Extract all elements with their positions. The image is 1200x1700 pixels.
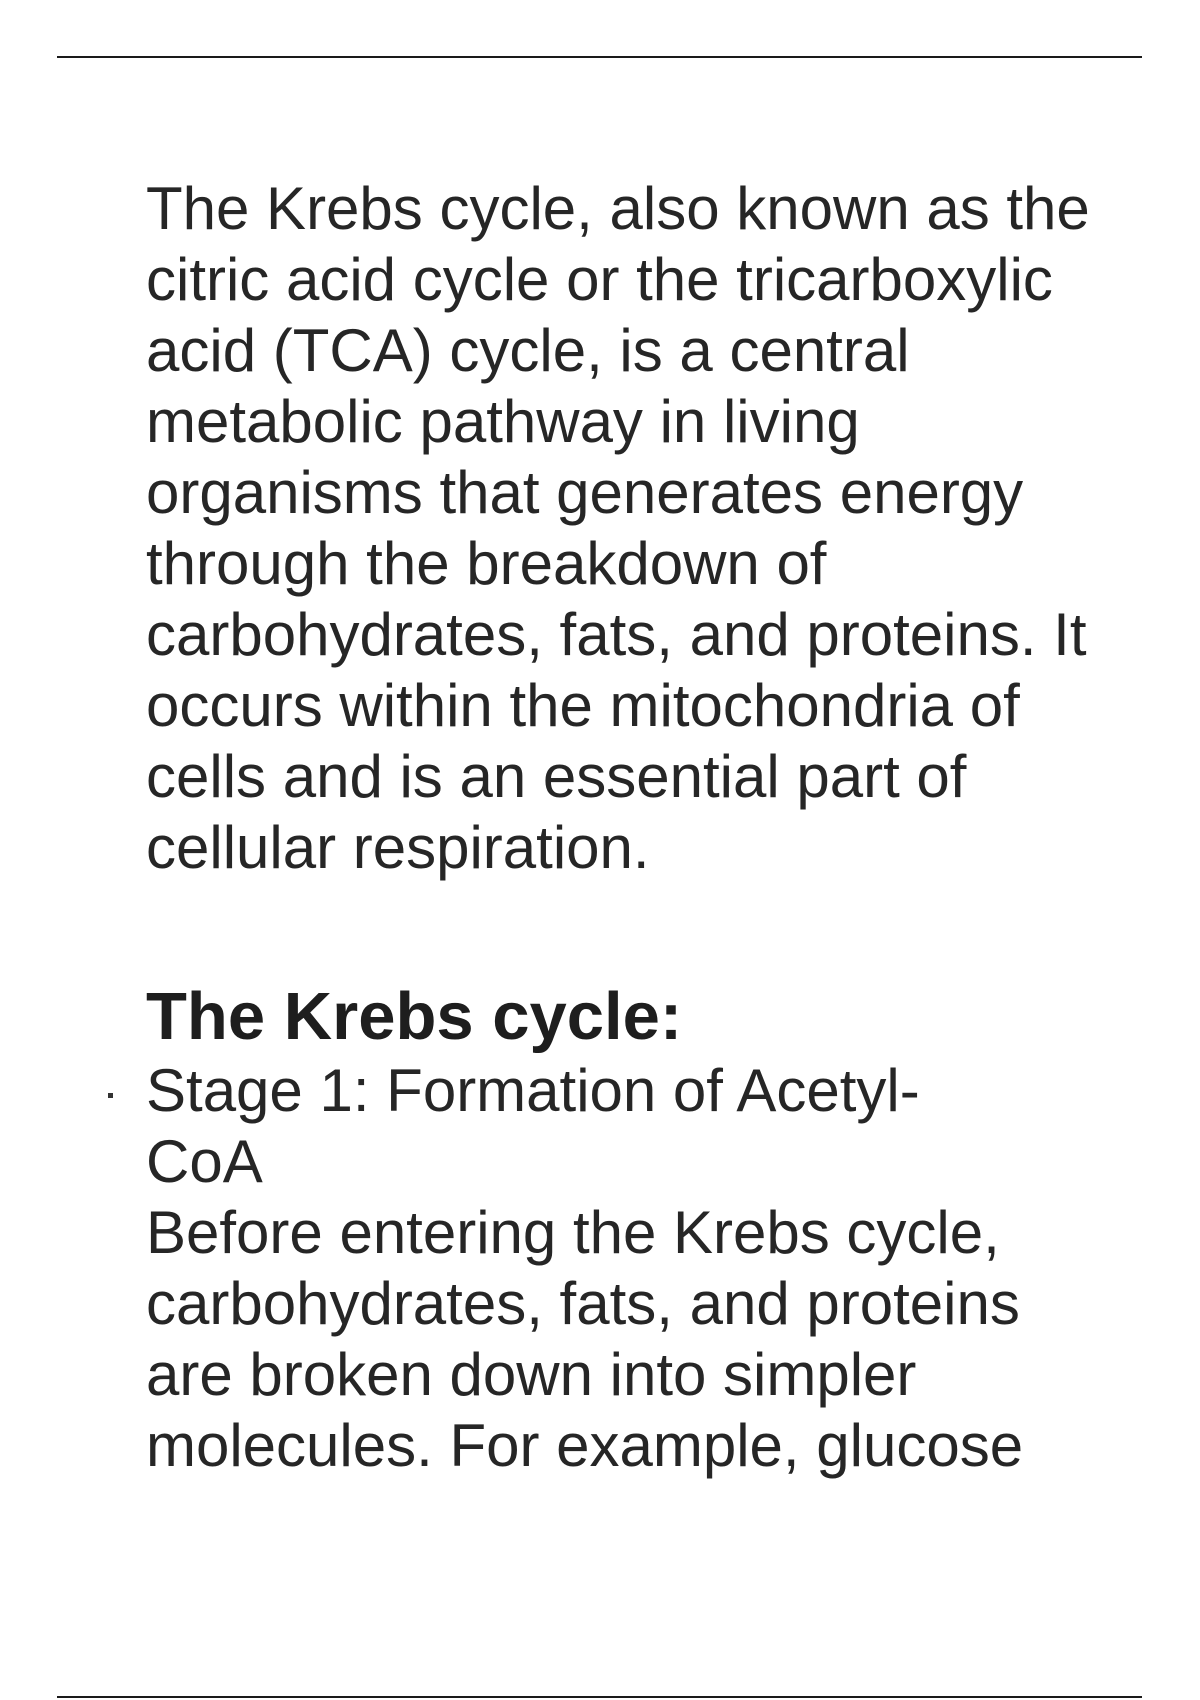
stage-body: Before entering the Krebs cycle, carbohydrates, fats, and proteins are broken down into simpler molecules. For example, glucose [146,1199,1024,1479]
bullet-icon [108,1093,113,1098]
intro-paragraph: The Krebs cycle, also known as the citric acid cycle or the tricarboxylic acid (TCA) cycle, is a central metabolic pathway in living organisms that generates energy through the breakdown of carbohydrates, fats, and proteins. It occurs within the mitochondria of cells and is an essential part of cellular respiration. [146,175,1090,881]
section-heading: The Krebs cycle: [146,979,683,1054]
bottom-rule [57,1696,1142,1698]
stage-list [146,1055,1106,1481]
list-item [146,1055,1106,1481]
document-body [146,173,1106,1481]
stage-title: Stage 1: Formation of Acetyl-CoA [146,1057,920,1195]
top-rule [57,56,1142,58]
